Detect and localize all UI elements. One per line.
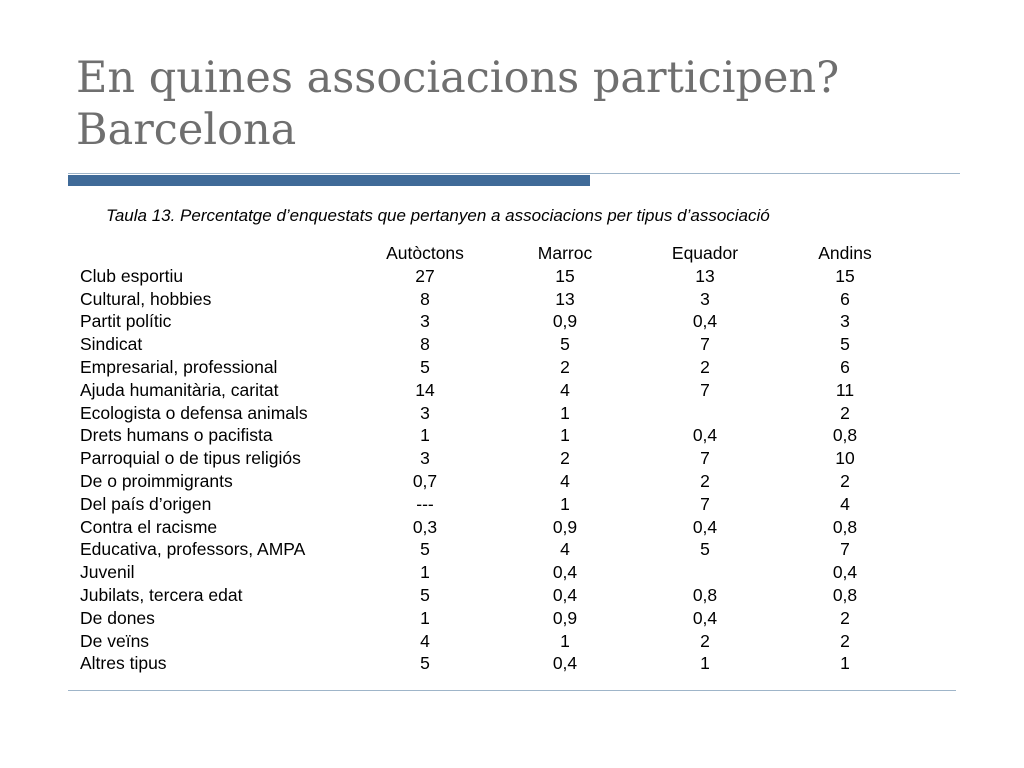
cell-autoctons: 5 (420, 356, 430, 377)
header-cell-label (80, 242, 370, 265)
cell-marroc: 0,4 (552, 584, 578, 605)
association-table (80, 242, 930, 675)
cell-andins: 0,8 (832, 584, 858, 605)
cell-autoctons: 5 (420, 653, 430, 674)
cell-marroc: 0,9 (552, 311, 578, 332)
cell-marroc: 1 (560, 425, 570, 446)
cell-andins: 5 (840, 334, 850, 355)
cell-andins: 2 (840, 607, 850, 628)
cell-marroc: 4 (560, 539, 570, 560)
cell-equador: 3 (700, 288, 710, 309)
header-cell-marroc: Marroc (537, 243, 593, 263)
header-cell-andins: Andins (818, 243, 872, 263)
row-label: Ajuda humanitària, caritat (80, 379, 279, 400)
table-header-row (80, 242, 930, 265)
row-label: Parroquial o de tipus religiós (80, 448, 301, 469)
table-row (80, 379, 930, 402)
cell-equador: 0,4 (692, 516, 718, 537)
table-caption: Taula 13. Percentatge d’enquestats que pertanyen a associacions per tipus d’associació (106, 206, 770, 225)
cell-autoctons: 8 (420, 334, 430, 355)
cell-marroc: 4 (560, 470, 570, 491)
cell-equador: 2 (700, 356, 710, 377)
cell-marroc: 0,9 (552, 607, 578, 628)
cell-equador: 1 (700, 653, 710, 674)
row-label: Partit polític (80, 311, 172, 332)
cell-marroc: 0,4 (552, 653, 578, 674)
table-row (80, 288, 930, 311)
table-row (80, 652, 930, 675)
cell-equador: 0,4 (692, 425, 718, 446)
row-label: Cultural, hobbies (80, 288, 212, 309)
cell-equador (650, 561, 760, 584)
table-row (80, 630, 930, 653)
cell-marroc: 15 (555, 265, 575, 286)
cell-andins: 10 (835, 448, 855, 469)
row-label: Club esportiu (80, 265, 184, 286)
cell-autoctons: 8 (420, 288, 430, 309)
cell-equador: 13 (695, 265, 715, 286)
cell-andins: 0,8 (832, 425, 858, 446)
table-row (80, 516, 930, 539)
title-line-1: En quines associacions participen? (76, 53, 840, 103)
row-label: Sindicat (80, 334, 143, 355)
cell-autoctons: 1 (420, 425, 430, 446)
cell-andins: 6 (840, 288, 850, 309)
row-label: Contra el racisme (80, 516, 218, 537)
cell-marroc: 2 (560, 356, 570, 377)
row-label: Drets humans o pacifista (80, 425, 273, 446)
header-cell-autoctons: Autòctons (386, 243, 464, 263)
cell-andins: 15 (835, 265, 855, 286)
cell-autoctons: 4 (420, 630, 430, 651)
table-row (80, 333, 930, 356)
cell-autoctons: 3 (420, 402, 430, 423)
cell-autoctons: 1 (420, 562, 430, 583)
row-label: De o proimmigrants (80, 470, 233, 491)
cell-andins: 2 (840, 470, 850, 491)
table-body (80, 265, 930, 675)
slide-title (76, 52, 956, 156)
row-label: Empresarial, professional (80, 356, 278, 377)
table-row (80, 402, 930, 425)
row-label: Jubilats, tercera edat (80, 584, 243, 605)
cell-equador: 0,4 (692, 607, 718, 628)
cell-autoctons: 27 (415, 265, 435, 286)
cell-autoctons: 0,3 (412, 516, 438, 537)
title-line-2: Barcelona (76, 105, 297, 155)
table-row (80, 493, 930, 516)
cell-equador: 0,8 (692, 584, 718, 605)
table-row (80, 607, 930, 630)
cell-autoctons: --- (416, 493, 434, 514)
cell-equador (650, 402, 760, 425)
cell-equador: 7 (700, 493, 710, 514)
cell-autoctons: 5 (420, 539, 430, 560)
row-label: Altres tipus (80, 653, 167, 674)
cell-marroc: 1 (560, 630, 570, 651)
cell-andins: 4 (840, 493, 850, 514)
cell-marroc: 0,4 (552, 562, 578, 583)
accent-bar (68, 175, 590, 186)
row-label: De dones (80, 607, 155, 628)
cell-autoctons: 3 (420, 448, 430, 469)
table-row (80, 356, 930, 379)
cell-andins: 11 (835, 379, 855, 400)
cell-equador: 5 (700, 539, 710, 560)
cell-marroc: 5 (560, 334, 570, 355)
cell-autoctons: 14 (415, 379, 435, 400)
cell-autoctons: 1 (420, 607, 430, 628)
row-label: Del país d’origen (80, 493, 212, 514)
row-label: De veïns (80, 630, 150, 651)
title-underline (68, 173, 960, 174)
cell-autoctons: 3 (420, 311, 430, 332)
cell-equador: 7 (700, 379, 710, 400)
table-row (80, 265, 930, 288)
cell-andins: 0,8 (832, 516, 858, 537)
table-row (80, 424, 930, 447)
row-label: Ecologista o defensa animals (80, 402, 308, 423)
header-cell-equador: Equador (671, 243, 739, 263)
cell-andins: 2 (840, 630, 850, 651)
table-row (80, 584, 930, 607)
cell-autoctons: 0,7 (412, 470, 438, 491)
cell-equador: 0,4 (692, 311, 718, 332)
cell-marroc: 1 (560, 402, 570, 423)
cell-marroc: 0,9 (552, 516, 578, 537)
table-row (80, 561, 930, 584)
cell-andins: 0,4 (832, 562, 858, 583)
row-label: Educativa, professors, AMPA (80, 539, 306, 560)
cell-marroc: 13 (555, 288, 575, 309)
table-row (80, 538, 930, 561)
cell-autoctons: 5 (420, 584, 430, 605)
row-label: Juvenil (80, 562, 135, 583)
cell-marroc: 2 (560, 448, 570, 469)
cell-andins: 6 (840, 356, 850, 377)
cell-andins: 2 (840, 402, 850, 423)
cell-equador: 7 (700, 334, 710, 355)
table-row (80, 310, 930, 333)
cell-andins: 3 (840, 311, 850, 332)
cell-andins: 1 (840, 653, 850, 674)
cell-marroc: 4 (560, 379, 570, 400)
cell-equador: 7 (700, 448, 710, 469)
table-row (80, 447, 930, 470)
cell-equador: 2 (700, 470, 710, 491)
cell-marroc: 1 (560, 493, 570, 514)
bottom-rule (68, 690, 956, 691)
cell-andins: 7 (840, 539, 850, 560)
table-row (80, 470, 930, 493)
cell-equador: 2 (700, 630, 710, 651)
